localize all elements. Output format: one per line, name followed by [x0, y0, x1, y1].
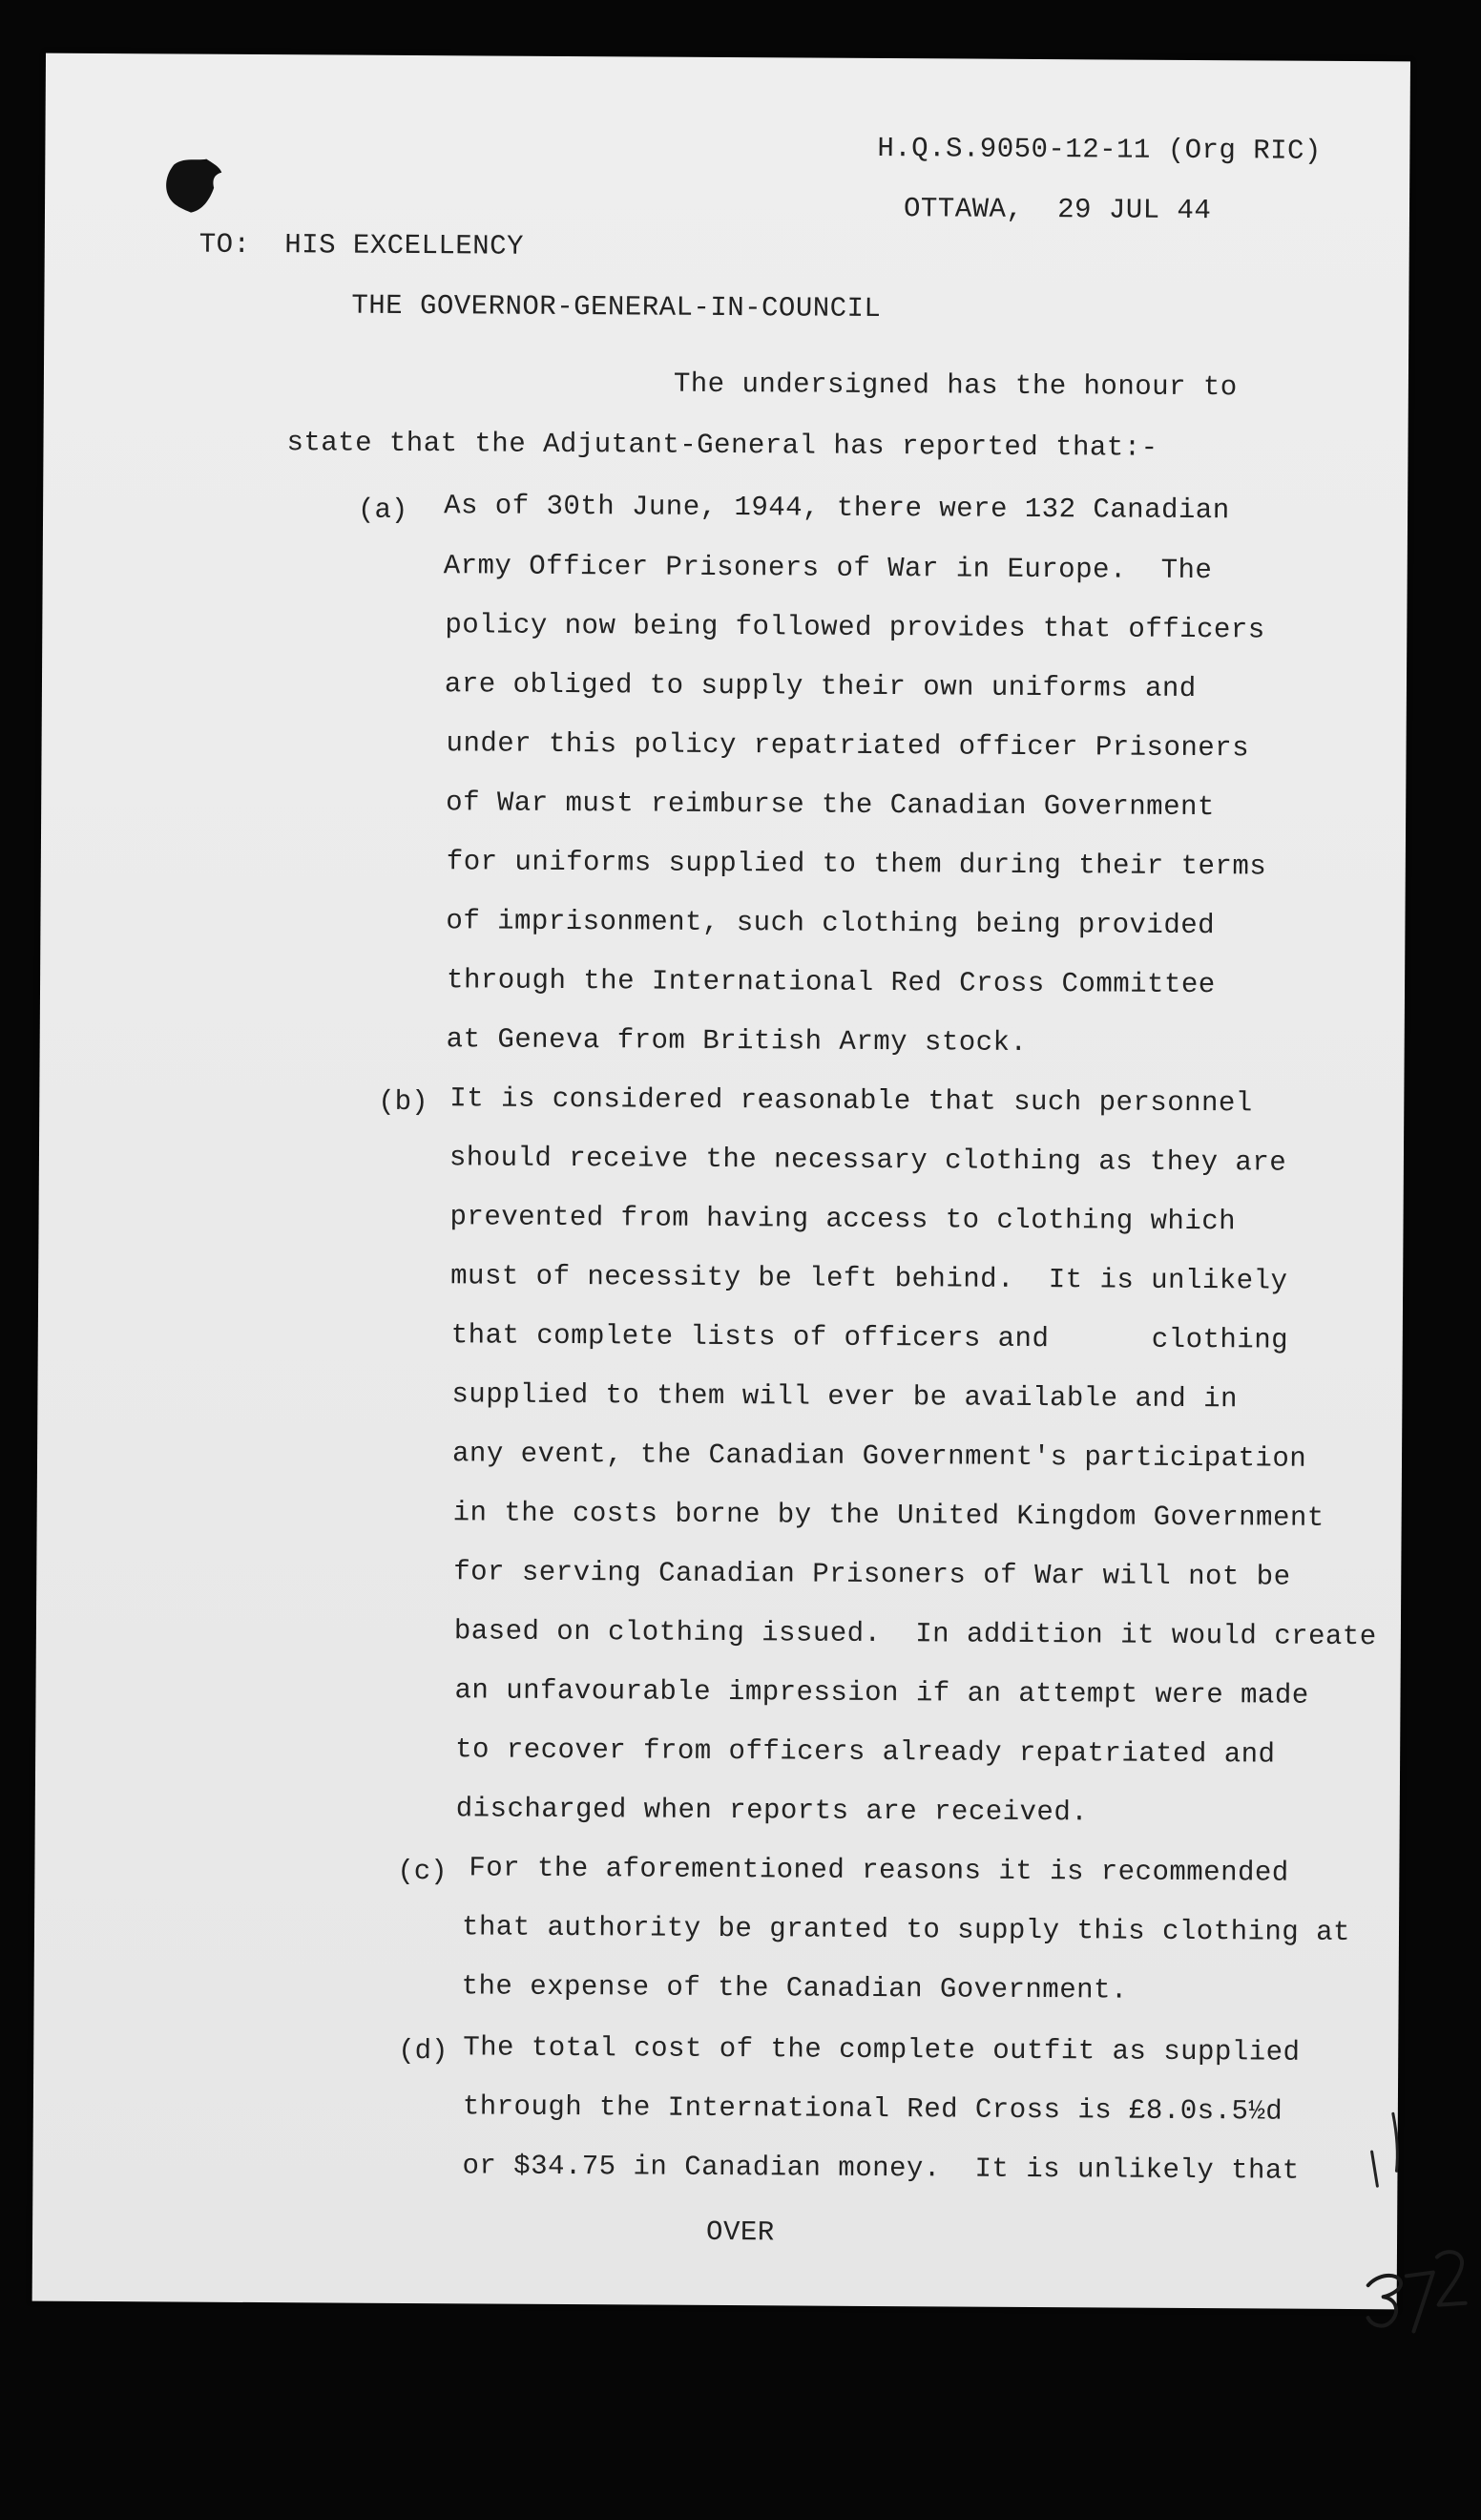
paragraph-b-line: any event, the Canadian Government's participation [451, 1438, 1307, 1475]
paragraph-b-line: It is considered reasonable that such personnel [449, 1082, 1253, 1120]
paragraph-b-line: for serving Canadian Prisoners of War will not be [453, 1556, 1291, 1593]
paragraph-c-line: For the aforementioned reasons it is recommended [469, 1852, 1289, 1889]
paragraph-a-line: As of 30th June, 1944, there were 132 Canadian [444, 490, 1230, 527]
paragraph-b-line: should receive the necessary clothing as they are [448, 1142, 1287, 1179]
handwritten-tick-icon [1364, 2094, 1422, 2199]
paragraph-a-line: through the International Red Cross Committee [446, 964, 1216, 1001]
paragraph-d-line: or $34.75 in Canadian money. It is unlikely that [462, 2150, 1300, 2187]
file-number: H.Q.S.9050-12-11 (Org RIC) [877, 132, 1322, 167]
paragraph-a-label: (a) [357, 494, 408, 526]
over-marker: OVER [705, 2216, 775, 2249]
paragraph-a-line: of War must reimburse the Canadian Government [446, 787, 1215, 824]
addressee-title: THE GOVERNOR-GENERAL-IN-COUNCIL [351, 289, 882, 325]
paragraph-a-line: for uniforms supplied to them during their terms [446, 846, 1267, 883]
paragraph-b-label: (b) [378, 1085, 428, 1119]
paragraph-c-line: that authority be granted to supply this clothing at [461, 1911, 1351, 1949]
paragraph-c-label: (c) [397, 1855, 448, 1888]
paragraph-a-line: are obliged to supply their own uniforms and [444, 668, 1197, 705]
paragraph-b-line: prevented from having access to clothing which [449, 1201, 1237, 1238]
paragraph-b-line: in the costs borne by the United Kingdom Government [452, 1497, 1325, 1534]
paragraph-b-line: must of necessity be left behind. It is unlikely [450, 1260, 1288, 1297]
addressee-line: TO: HIS EXCELLENCY [198, 228, 525, 262]
intro-line-1: The undersigned has the honour to [673, 368, 1238, 404]
paragraph-d-line: through the International Red Cross is £8.0s.5½d [462, 2090, 1283, 2128]
paragraph-a-line: of imprisonment, such clothing being provided [446, 905, 1216, 942]
paragraph-b-line: supplied to them will ever be available and in [451, 1378, 1239, 1416]
paragraph-b-line: to recover from officers already repatriated and [455, 1733, 1276, 1771]
intro-line-2: state that the Adjutant-General has reported that:- [286, 427, 1158, 464]
paragraph-b-line: discharged when reports are received. [455, 1793, 1089, 1829]
handwritten-folio-number [1358, 2218, 1473, 2362]
paragraph-b-line: based on clothing issued. In addition it would create [453, 1615, 1377, 1653]
paragraph-a-line: at Geneva from British Army stock. [446, 1023, 1028, 1059]
paragraph-b-line: an unfavourable impression if an attempt were made [454, 1674, 1309, 1712]
paragraph-a-line: Army Officer Prisoners of War in Europe. The [443, 550, 1213, 587]
place-and-date: OTTAWA, 29 JUL 44 [903, 193, 1212, 227]
ink-blot-mark [164, 157, 223, 214]
paragraph-d-label: (d) [398, 2034, 448, 2068]
paragraph-a-line: policy now being followed provides that officers [445, 609, 1265, 646]
paragraph-a-line: under this policy repatriated officer Prisoners [446, 727, 1250, 765]
document-page [32, 53, 1410, 2310]
paragraph-d-line: The total cost of the complete outfit as supplied [463, 2031, 1301, 2068]
paragraph-b-line: that complete lists of officers and clothing [450, 1319, 1289, 1356]
paragraph-c-line: the expense of the Canadian Government. [461, 1970, 1128, 2006]
